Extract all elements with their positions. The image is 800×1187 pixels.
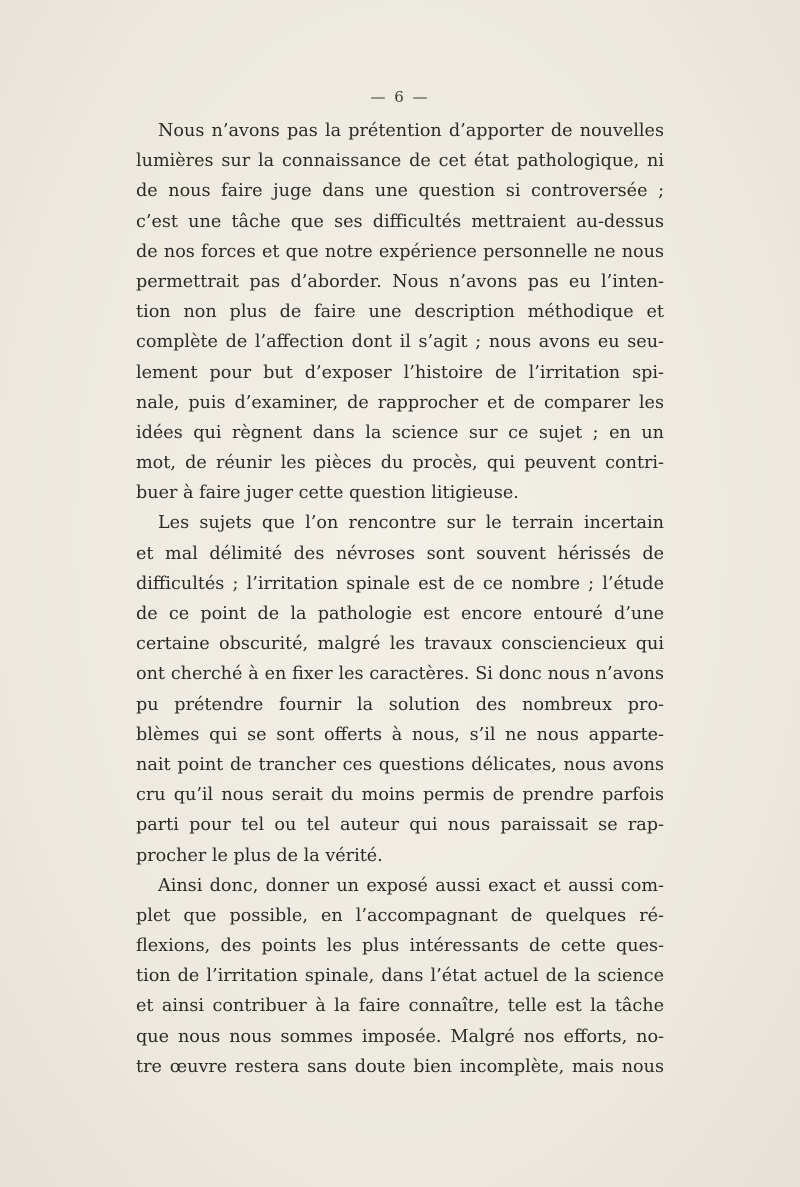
paragraph-1 bbox=[136, 116, 664, 508]
text-line: permettrait pas d’aborder. Nous n’avons pas eu l’inten- bbox=[136, 271, 664, 292]
text-line: lumières sur la connaissance de cet état pathologique, ni bbox=[136, 151, 664, 172]
text-line: complète de l’affection dont il s’agit ; nous avons eu seu- bbox=[136, 332, 664, 353]
text-line: certaine obscurité, malgré les travaux consciencieux qui bbox=[136, 634, 664, 655]
text-line: parti pour tel ou tel auteur qui nous paraissait se rap- bbox=[136, 815, 664, 836]
text-line: ont cherché à en fixer les caractères. Si donc nous n’avons bbox=[136, 664, 664, 685]
text-line: nait point de trancher ces questions délicates, nous avons bbox=[136, 754, 664, 775]
text-line: c’est une tâche que ses difficultés mettraient au-dessus bbox=[136, 211, 664, 232]
body-text bbox=[136, 116, 664, 1082]
text-line: de ce point de la pathologie est encore entouré d’une bbox=[136, 604, 664, 624]
text-line: Les sujets que l’on rencontre sur le terrain incertain bbox=[158, 513, 664, 534]
text-line: buer à faire juger cette question litigieuse. bbox=[136, 483, 519, 504]
text-line: mot, de réunir les pièces du procès, qui peuvent contri- bbox=[136, 453, 664, 474]
text-line: tion de l’irritation spinale, dans l’état actuel de la science bbox=[136, 966, 664, 987]
text-line: cru qu’il nous serait du moins permis de prendre parfois bbox=[136, 785, 664, 806]
paragraph-3 bbox=[136, 871, 664, 1082]
text-line: et ainsi contribuer à la faire connaître, telle est la tâche bbox=[136, 996, 664, 1017]
text-line: nale, puis d’examiner, de rapprocher et de comparer les bbox=[136, 392, 664, 413]
text-line: lement pour but d’exposer l’histoire de l’irritation spi- bbox=[136, 362, 664, 383]
text-line: de nos forces et que notre expérience personnelle ne nous bbox=[136, 241, 664, 262]
text-line: tre œuvre restera sans doute bien incomplète, mais nous bbox=[136, 1056, 664, 1077]
text-line: tion non plus de faire une description méthodique et bbox=[136, 302, 664, 323]
text-line: de nous faire juge dans une question si controversée ; bbox=[136, 181, 664, 202]
text-line: Nous n’avons pas la prétention d’apporter de nouvelles bbox=[158, 121, 664, 141]
text-line: blèmes qui se sont offerts à nous, s’il ne nous apparte- bbox=[136, 724, 664, 745]
text-line: Ainsi donc, donner un exposé aussi exact et aussi com- bbox=[158, 875, 664, 896]
text-line: idées qui règnent dans la science sur ce sujet ; en un bbox=[136, 422, 664, 443]
text-line: flexions, des points les plus intéressants de cette ques- bbox=[136, 936, 664, 957]
text-line: plet que possible, en l’accompagnant de quelques ré- bbox=[136, 905, 664, 926]
text-line: pu prétendre fournir la solution des nombreux pro- bbox=[136, 694, 664, 715]
text-line: que nous nous sommes imposée. Malgré nos efforts, no- bbox=[136, 1026, 664, 1047]
page-number: — 6 — bbox=[370, 88, 430, 106]
text-line: et mal délimité des névroses sont souvent hérissés de bbox=[136, 543, 664, 564]
text-line: procher le plus de la vérité. bbox=[136, 845, 383, 866]
text-line: difficultés ; l’irritation spinale est de ce nombre ; l’étude bbox=[136, 573, 664, 594]
paragraph-2 bbox=[136, 508, 664, 870]
